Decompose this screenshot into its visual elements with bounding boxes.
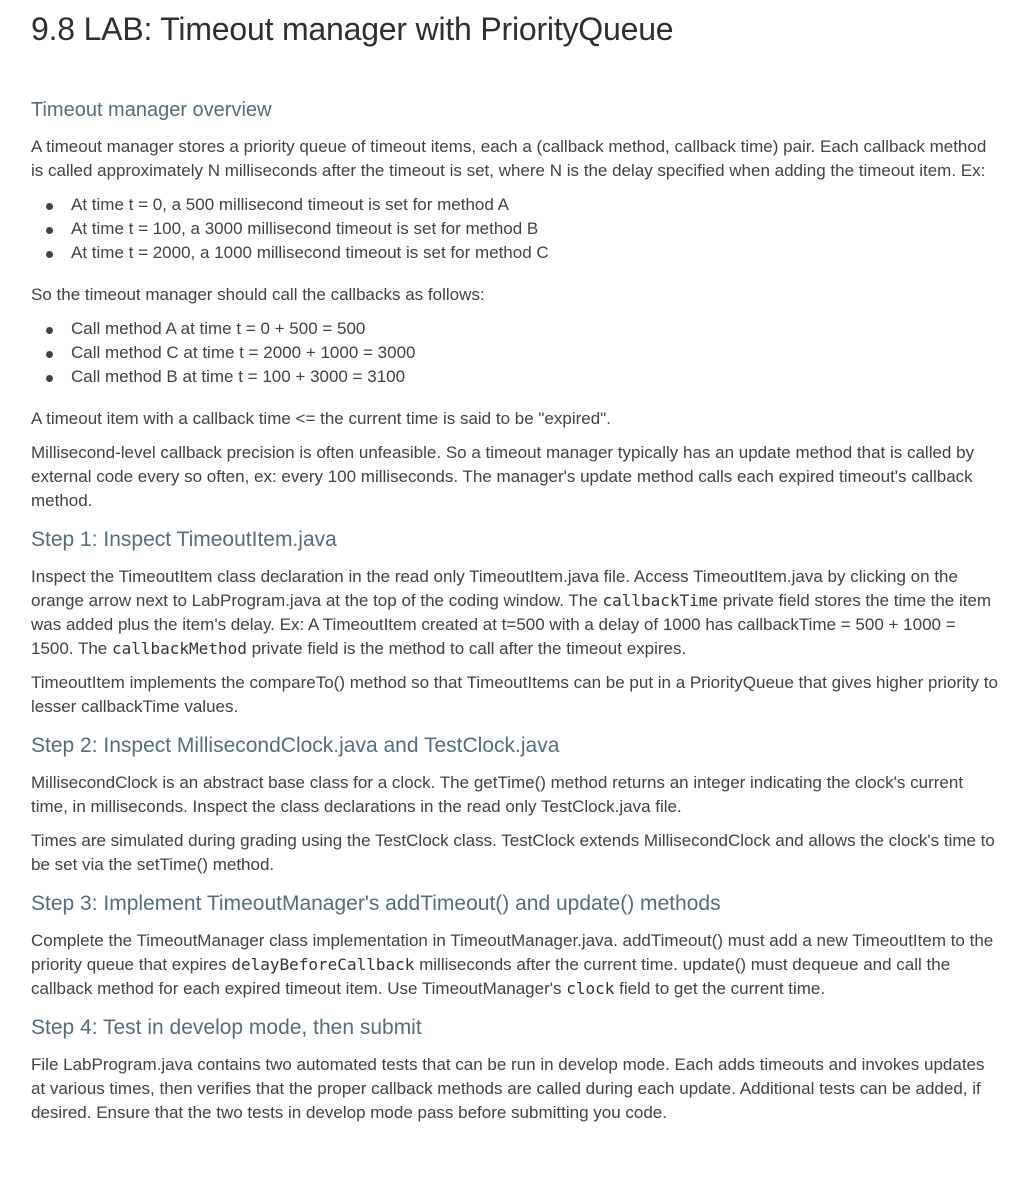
code-callbackMethod: callbackMethod	[111, 639, 247, 658]
list-item: Call method A at time t = 0 + 500 = 500	[31, 317, 999, 341]
callbacks-intro: So the timeout manager should call the callbacks as follows:	[31, 285, 485, 304]
overview-heading: Timeout manager overview	[31, 99, 272, 121]
step3-paragraph-1: Complete the TimeoutManager class implementation in TimeoutManager.java. addTimeout() must add a new TimeoutItem to the priority queue that expires delayBeforeCallback milliseconds after the current time. update() must dequeue and call the callback method for each expired timeout item. Use TimeoutManager's clock field to get the current time.	[31, 931, 994, 998]
step2-heading: Step 2: Inspect MillisecondClock.java and TestClock.java	[31, 734, 560, 757]
lab-content	[31, 0, 999, 1125]
step2-paragraph-2: Times are simulated during grading using the TestClock class. TestClock extends MillisecondClock and allows the clock's time to be set via the setTime() method.	[31, 831, 995, 874]
list-item: At time t = 2000, a 1000 millisecond timeout is set for method C	[31, 241, 999, 265]
list-item: At time t = 100, a 3000 millisecond timeout is set for method B	[31, 217, 999, 241]
callback-list	[31, 317, 999, 389]
step1-heading: Step 1: Inspect TimeoutItem.java	[31, 528, 337, 551]
code-callbackTime: callbackTime	[602, 591, 719, 610]
overview-intro: A timeout manager stores a priority queue of timeout items, each a (callback method, callback time) pair. Each callback method is called approximately N milliseconds after the timeout is set, where N is the delay specified when adding the timeout item. Ex:	[31, 137, 987, 180]
code-clock: clock	[566, 979, 615, 998]
code-delayBeforeCallback: delayBeforeCallback	[231, 955, 415, 974]
list-item: Call method B at time t = 100 + 3000 = 3100	[31, 365, 999, 389]
list-item: At time t = 0, a 500 millisecond timeout is set for method A	[31, 193, 999, 217]
step1-paragraph-1: Inspect the TimeoutItem class declaration in the read only TimeoutItem.java file. Access TimeoutItem.java by clicking on the orange arrow next to LabProgram.java at the top of the coding window. The callbackTime private field stores the time the item was added plus the item's delay. Ex: A TimeoutItem created at t=500 with a delay of 1000 has callbackTime = 500 + 1000 = 1500. The callbackMethod private field is the method to call after the timeout expires.	[31, 567, 992, 658]
step4-heading: Step 4: Test in develop mode, then submit	[31, 1016, 422, 1039]
precision-text: Millisecond-level callback precision is often unfeasible. So a timeout manager typically has an update method that is called by external code every so often, ex: every 100 milliseconds. The manager's update method calls each expired timeout's callback method.	[31, 443, 975, 510]
page-title: 9.8 LAB: Timeout manager with PriorityQueue	[31, 11, 674, 47]
step2-paragraph-1: MillisecondClock is an abstract base class for a clock. The getTime() method returns an integer indicating the clock's current time, in milliseconds. Inspect the class declarations in the read only TestClock.java file.	[31, 773, 964, 816]
step3-heading: Step 3: Implement TimeoutManager's addTimeout() and update() methods	[31, 892, 721, 915]
list-item: Call method C at time t = 2000 + 1000 = 3000	[31, 341, 999, 365]
expired-text: A timeout item with a callback time <= the current time is said to be "expired".	[31, 409, 611, 428]
step1-paragraph-2: TimeoutItem implements the compareTo() method so that TimeoutItems can be put in a PriorityQueue that gives higher priority to lesser callbackTime values.	[31, 673, 998, 716]
step4-paragraph-1: File LabProgram.java contains two automated tests that can be run in develop mode. Each adds timeouts and invokes updates at various times, then verifies that the proper callback methods are called during each update. Additional tests can be added, if desired. Ensure that the two tests in develop mode pass before submitting you code.	[31, 1055, 985, 1122]
example-list	[31, 193, 999, 265]
